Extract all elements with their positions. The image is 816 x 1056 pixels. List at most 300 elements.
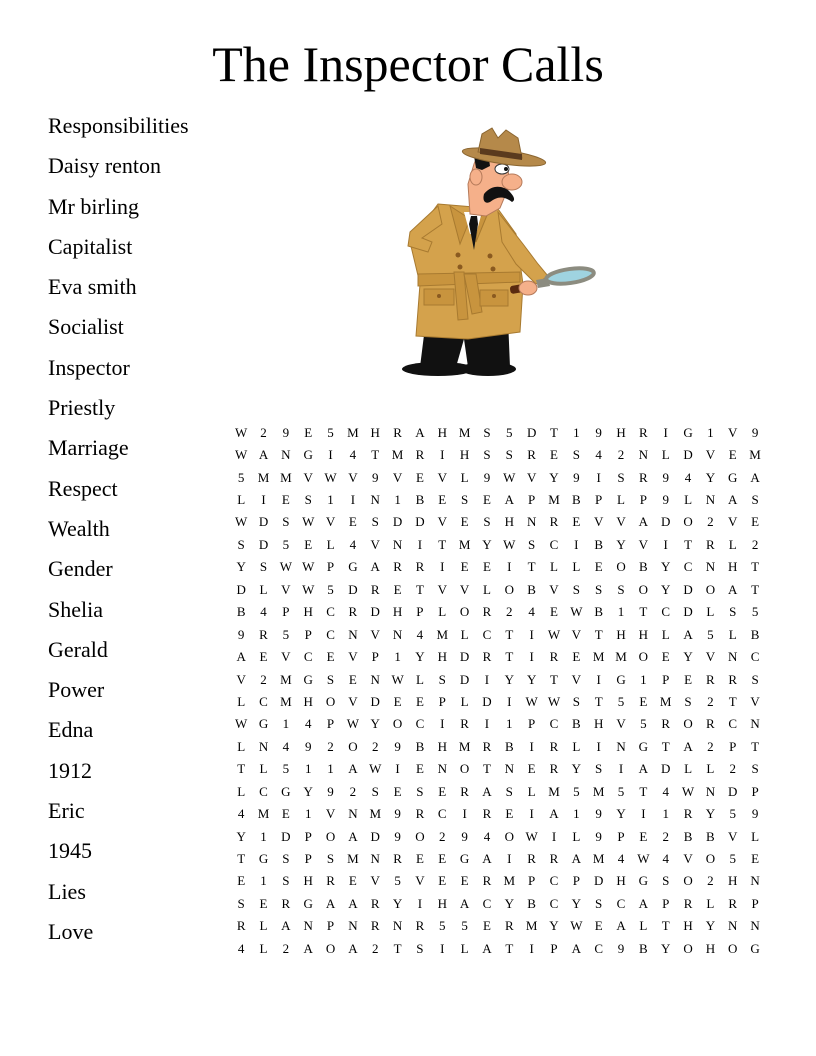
grid-cell: M xyxy=(615,649,627,665)
grid-cell: T xyxy=(415,581,424,597)
grid-cell: H xyxy=(683,918,693,934)
grid-cell: L xyxy=(259,761,268,777)
grid-cell: B xyxy=(415,738,425,754)
grid-row xyxy=(230,578,766,600)
grid-cell: A xyxy=(459,895,470,911)
grid-cell: 2 xyxy=(751,536,759,552)
grid-cell: M xyxy=(525,918,538,934)
word-list-item: Power xyxy=(48,677,105,703)
grid-cell: V xyxy=(325,514,336,530)
grid-cell: L xyxy=(617,492,625,508)
grid-cell: B xyxy=(415,492,425,508)
grid-cell: R xyxy=(460,716,469,732)
grid-cell: P xyxy=(751,783,759,799)
grid-cell: R xyxy=(549,738,559,754)
grid-cell: E xyxy=(415,761,424,777)
grid-cell: M xyxy=(503,873,516,889)
grid-cell: R xyxy=(549,851,559,867)
grid-cell: E xyxy=(326,649,335,665)
grid-cell: B xyxy=(571,492,581,508)
grid-cell: R xyxy=(683,895,693,911)
grid-cell: 4 xyxy=(282,738,290,754)
grid-row xyxy=(230,825,766,847)
grid-cell: 9 xyxy=(394,806,401,822)
grid-cell: S xyxy=(528,536,536,552)
grid-cell: I xyxy=(507,559,512,575)
grid-cell: L xyxy=(482,581,491,597)
grid-cell: B xyxy=(594,604,603,620)
grid-cell: 5 xyxy=(237,469,245,485)
word-list-item: Marriage xyxy=(48,435,129,461)
grid-cell: D xyxy=(661,761,671,777)
grid-cell: R xyxy=(415,559,425,575)
grid-cell: 1 xyxy=(304,806,312,822)
grid-cell: V xyxy=(728,514,738,530)
grid-cell: V xyxy=(593,514,604,530)
grid-cell: D xyxy=(415,514,425,530)
grid-cell: B xyxy=(236,604,246,620)
grid-cell: I xyxy=(395,761,400,777)
grid-cell: M xyxy=(257,469,270,485)
word-list xyxy=(48,112,189,958)
grid-row xyxy=(230,668,766,690)
grid-cell: E xyxy=(639,828,648,844)
grid-cell: S xyxy=(483,424,491,440)
word-list-item: Responsibilities xyxy=(48,113,189,138)
grid-cell: E xyxy=(661,649,670,665)
grid-cell: 5 xyxy=(506,424,513,440)
grid-cell: W xyxy=(503,536,516,552)
grid-cell: O xyxy=(683,716,693,732)
word-list-item: Respect xyxy=(48,475,118,501)
grid-cell: 1 xyxy=(304,761,312,777)
word-list-item: Edna xyxy=(48,717,94,743)
grid-row xyxy=(230,780,766,802)
grid-cell: R xyxy=(706,536,715,552)
grid-cell: 2 xyxy=(327,738,334,754)
grid-cell: R xyxy=(393,559,402,575)
grid-cell: 5 xyxy=(282,536,290,552)
grid-cell: V xyxy=(348,693,358,709)
grid-cell: A xyxy=(616,918,626,934)
grid-cell: R xyxy=(259,626,268,642)
grid-cell: Y xyxy=(303,783,313,799)
word-list-item: 1912 xyxy=(48,757,92,783)
grid-cell: N xyxy=(616,738,626,754)
grid-cell: E xyxy=(594,559,603,575)
grid-cell: E xyxy=(259,895,268,911)
grid-cell: 1 xyxy=(394,649,401,665)
grid-cell: N xyxy=(303,918,313,934)
grid-cell: O xyxy=(683,873,693,889)
grid-cell: R xyxy=(415,447,425,463)
grid-cell: C xyxy=(549,536,559,552)
grid-cell: E xyxy=(348,671,357,687)
grid-row xyxy=(230,601,766,623)
grid-cell: V xyxy=(437,469,447,485)
grid-cell: M xyxy=(458,536,471,552)
grid-cell: S xyxy=(751,492,759,508)
grid-cell: S xyxy=(282,851,290,867)
grid-row xyxy=(230,511,766,533)
grid-cell: Y xyxy=(526,671,537,687)
grid-cell: H xyxy=(616,424,626,440)
grid-cell: O xyxy=(728,940,738,956)
grid-cell: T xyxy=(393,940,402,956)
grid-cell: W xyxy=(324,469,337,485)
grid-cell: E xyxy=(728,447,737,463)
grid-cell: E xyxy=(594,918,603,934)
grid-cell: B xyxy=(683,828,693,844)
grid-cell: W xyxy=(525,828,538,844)
grid-cell: H xyxy=(593,716,604,732)
grid-cell: N xyxy=(705,492,716,508)
grid-cell: M xyxy=(369,806,382,822)
grid-cell: R xyxy=(482,873,492,889)
grid-cell: T xyxy=(594,626,603,642)
grid-cell: B xyxy=(639,940,648,956)
grid-cell: Y xyxy=(549,918,559,934)
grid-cell: R xyxy=(639,424,648,440)
grid-cell: L xyxy=(684,761,693,777)
grid-cell: 5 xyxy=(707,626,714,642)
grid-cell: G xyxy=(683,424,693,440)
grid-cell: V xyxy=(370,873,380,889)
grid-cell: L xyxy=(237,738,246,754)
grid-cell: C xyxy=(549,873,559,889)
grid-cell: H xyxy=(638,626,649,642)
grid-cell: T xyxy=(550,424,558,440)
grid-cell: T xyxy=(527,559,536,575)
grid-cell: S xyxy=(662,873,670,889)
grid-cell: D xyxy=(258,514,269,530)
grid-cell: V xyxy=(616,716,626,732)
grid-cell: N xyxy=(392,626,403,642)
grid-cell: P xyxy=(639,492,647,508)
grid-row xyxy=(230,488,766,510)
grid-cell: H xyxy=(303,873,313,889)
grid-cell: S xyxy=(483,447,491,463)
grid-cell: C xyxy=(482,626,492,642)
grid-cell: S xyxy=(304,492,312,508)
grid-cell: M xyxy=(458,424,471,440)
grid-cell: A xyxy=(415,424,425,440)
grid-cell: R xyxy=(415,806,425,822)
grid-cell: D xyxy=(370,828,380,844)
grid-cell: P xyxy=(326,918,335,934)
grid-cell: P xyxy=(751,895,759,911)
grid-cell: I xyxy=(440,447,445,463)
grid-cell: 1 xyxy=(573,806,580,822)
grid-cell: 5 xyxy=(439,918,446,934)
grid-cell: W xyxy=(570,918,583,934)
grid-cell: C xyxy=(549,716,559,732)
grid-cell: 2 xyxy=(662,828,669,844)
grid-cell: N xyxy=(348,806,358,822)
grid-cell: M xyxy=(347,424,359,440)
grid-cell: E xyxy=(393,783,402,799)
grid-cell: S xyxy=(572,581,580,597)
grid-cell: Y xyxy=(616,536,626,552)
grid-cell: M xyxy=(592,649,605,665)
grid-cell: H xyxy=(437,424,447,440)
grid-cell: E xyxy=(460,559,469,575)
grid-cell: Y xyxy=(236,828,246,844)
grid-cell: V xyxy=(705,649,716,665)
grid-cell: A xyxy=(728,492,738,508)
grid-cell: W xyxy=(346,716,360,732)
grid-cell: M xyxy=(749,447,761,463)
grid-cell: O xyxy=(325,828,336,844)
grid-cell: M xyxy=(659,693,672,709)
grid-cell: W xyxy=(369,761,382,777)
grid-cell: B xyxy=(639,559,648,575)
grid-cell: 5 xyxy=(327,424,334,440)
grid-cell: 9 xyxy=(327,783,334,799)
grid-cell: 9 xyxy=(371,469,379,485)
grid-cell: T xyxy=(639,783,648,799)
grid-cell: 4 xyxy=(662,851,669,867)
grid-cell: G xyxy=(348,559,358,575)
grid-cell: L xyxy=(460,626,469,642)
grid-cell: M xyxy=(548,492,560,508)
grid-cell: 2 xyxy=(439,828,446,844)
grid-cell: E xyxy=(281,806,290,822)
grid-cell: 2 xyxy=(729,761,736,777)
grid-cell: V xyxy=(236,671,246,687)
grid-cell: 5 xyxy=(729,806,736,822)
grid-cell: N xyxy=(437,761,447,777)
grid-cell: D xyxy=(683,447,693,463)
grid-cell: E xyxy=(460,514,469,530)
grid-cell: O xyxy=(504,581,514,597)
grid-cell: 9 xyxy=(751,806,759,822)
grid-cell: L xyxy=(572,738,581,754)
grid-cell: G xyxy=(728,469,738,485)
grid-cell: W xyxy=(302,514,315,530)
grid-cell: Y xyxy=(661,940,671,956)
grid-cell: S xyxy=(505,447,513,463)
grid-cell: O xyxy=(325,940,336,956)
grid-cell: L xyxy=(550,559,558,575)
grid-cell: V xyxy=(459,581,470,597)
grid-cell: A xyxy=(728,581,738,597)
grid-cell: V xyxy=(370,536,380,552)
grid-cell: V xyxy=(437,581,447,597)
grid-cell: 4 xyxy=(416,626,424,642)
grid-cell: S xyxy=(237,536,245,552)
grid-cell: M xyxy=(280,671,292,687)
word-list-item: Capitalist xyxy=(48,233,133,259)
grid-row xyxy=(230,937,766,959)
grid-cell: A xyxy=(370,559,380,575)
grid-cell: P xyxy=(617,828,625,844)
grid-cell: T xyxy=(438,536,447,552)
grid-cell: C xyxy=(326,626,335,642)
grid-cell: D xyxy=(258,536,269,552)
grid-cell: R xyxy=(482,649,492,665)
grid-cell: H xyxy=(303,604,313,620)
grid-cell: W xyxy=(570,604,583,620)
grid-cell: R xyxy=(482,806,492,822)
word-list-item: Gerald xyxy=(48,636,108,662)
grid-cell: M xyxy=(458,738,471,754)
grid-cell: M xyxy=(347,851,359,867)
grid-cell: B xyxy=(750,626,760,642)
grid-cell: W xyxy=(391,671,404,687)
grid-cell: O xyxy=(705,581,716,597)
grid-cell: H xyxy=(303,693,313,709)
grid-cell: I xyxy=(663,424,668,440)
grid-cell: O xyxy=(392,716,403,732)
grid-cell: E xyxy=(438,492,447,508)
grid-cell: 9 xyxy=(751,424,759,440)
grid-cell: A xyxy=(303,940,313,956)
grid-cell: I xyxy=(596,469,601,485)
grid-cell: 9 xyxy=(662,469,669,485)
grid-cell: H xyxy=(459,447,470,463)
grid-cell: O xyxy=(638,649,649,665)
word-list-item: Socialist xyxy=(48,314,124,340)
grid-cell: C xyxy=(415,716,425,732)
grid-cell: L xyxy=(259,918,268,934)
grid-row xyxy=(230,466,766,488)
grid-cell: 5 xyxy=(282,761,290,777)
grid-cell: 4 xyxy=(617,851,625,867)
grid-cell: I xyxy=(663,536,668,552)
grid-cell: I xyxy=(440,559,445,575)
grid-cell: R xyxy=(460,783,469,799)
grid-cell: T xyxy=(661,918,670,934)
grid-cell: I xyxy=(462,806,467,822)
grid-cell: T xyxy=(684,536,693,552)
grid-cell: L xyxy=(460,940,469,956)
grid-cell: A xyxy=(683,738,693,754)
grid-cell: Y xyxy=(661,559,671,575)
grid-cell: I xyxy=(529,626,534,642)
grid-row xyxy=(230,713,766,735)
word-list-item: 1945 xyxy=(48,838,92,864)
grid-cell: Y xyxy=(616,806,626,822)
word-list-item: Shelia xyxy=(48,596,103,622)
grid-cell: O xyxy=(348,738,358,754)
grid-cell: 5 xyxy=(751,604,759,620)
word-search-grid xyxy=(230,421,766,960)
grid-cell: O xyxy=(459,761,470,777)
grid-cell: G xyxy=(459,851,470,867)
grid-cell: M xyxy=(436,626,449,642)
grid-cell: 1 xyxy=(617,604,625,620)
grid-cell: C xyxy=(683,559,693,575)
grid-cell: S xyxy=(237,895,245,911)
grid-cell: T xyxy=(505,649,514,665)
grid-cell: T xyxy=(505,940,514,956)
grid-cell: E xyxy=(527,761,536,777)
grid-cell: E xyxy=(572,514,581,530)
grid-cell: R xyxy=(281,895,291,911)
grid-cell: Y xyxy=(571,761,582,777)
detective-with-magnifying-glass-icon xyxy=(398,124,603,376)
grid-cell: S xyxy=(326,851,335,867)
grid-cell: 5 xyxy=(573,783,580,799)
grid-cell: I xyxy=(641,806,646,822)
grid-cell: D xyxy=(593,873,604,889)
grid-cell: A xyxy=(638,514,649,530)
grid-row xyxy=(230,623,766,645)
grid-cell: 4 xyxy=(595,447,602,463)
grid-cell: D xyxy=(281,828,291,844)
grid-cell: E xyxy=(281,492,290,508)
grid-cell: N xyxy=(258,738,269,754)
grid-cell: R xyxy=(504,918,514,934)
grid-cell: V xyxy=(638,536,649,552)
grid-cell: D xyxy=(392,514,403,530)
grid-cell: L xyxy=(237,783,246,799)
grid-cell: I xyxy=(261,492,266,508)
grid-cell: W xyxy=(235,716,248,732)
grid-cell: Y xyxy=(683,649,693,665)
grid-cell: A xyxy=(571,851,582,867)
word-list-item: Daisy renton xyxy=(48,153,162,179)
grid-cell: Y xyxy=(705,918,716,934)
grid-cell: L xyxy=(237,492,246,508)
grid-cell: A xyxy=(348,895,358,911)
grid-cell: W xyxy=(235,447,248,463)
grid-cell: G xyxy=(616,671,626,687)
grid-cell: W xyxy=(302,581,315,597)
grid-cell: S xyxy=(460,492,469,508)
grid-cell: S xyxy=(751,761,759,777)
grid-cell: L xyxy=(237,693,246,709)
grid-cell: S xyxy=(282,873,290,889)
grid-cell: V xyxy=(549,581,559,597)
grid-cell: 1 xyxy=(640,671,647,687)
grid-cell: O xyxy=(459,604,470,620)
grid-cell: E xyxy=(438,873,447,889)
grid-cell: P xyxy=(662,895,670,911)
grid-cell: 2 xyxy=(707,693,714,709)
grid-row xyxy=(230,892,766,914)
grid-cell: T xyxy=(751,559,760,575)
grid-cell: 9 xyxy=(483,469,491,485)
grid-cell: I xyxy=(484,671,490,687)
grid-cell: P xyxy=(371,649,379,665)
grid-cell: A xyxy=(549,806,559,822)
grid-cell: S xyxy=(438,671,446,687)
grid-row xyxy=(230,870,766,892)
grid-cell: S xyxy=(617,469,625,485)
grid-cell: A xyxy=(348,828,358,844)
grid-cell: 9 xyxy=(282,424,290,440)
grid-cell: 2 xyxy=(260,424,267,440)
grid-cell: 4 xyxy=(260,604,267,620)
grid-cell: 9 xyxy=(394,828,401,844)
grid-cell: N xyxy=(526,514,537,530)
grid-cell: E xyxy=(393,581,402,597)
grid-cell: P xyxy=(282,604,290,620)
grid-cell: N xyxy=(281,447,291,463)
grid-cell: M xyxy=(280,469,292,485)
grid-cell: M xyxy=(280,693,292,709)
grid-cell: 9 xyxy=(461,828,468,844)
grid-cell: 9 xyxy=(595,828,602,844)
grid-cell: R xyxy=(706,671,715,687)
grid-cell: 5 xyxy=(327,581,334,597)
grid-cell: E xyxy=(304,424,313,440)
grid-cell: R xyxy=(549,761,559,777)
grid-cell: I xyxy=(350,492,356,508)
grid-cell: L xyxy=(728,626,737,642)
